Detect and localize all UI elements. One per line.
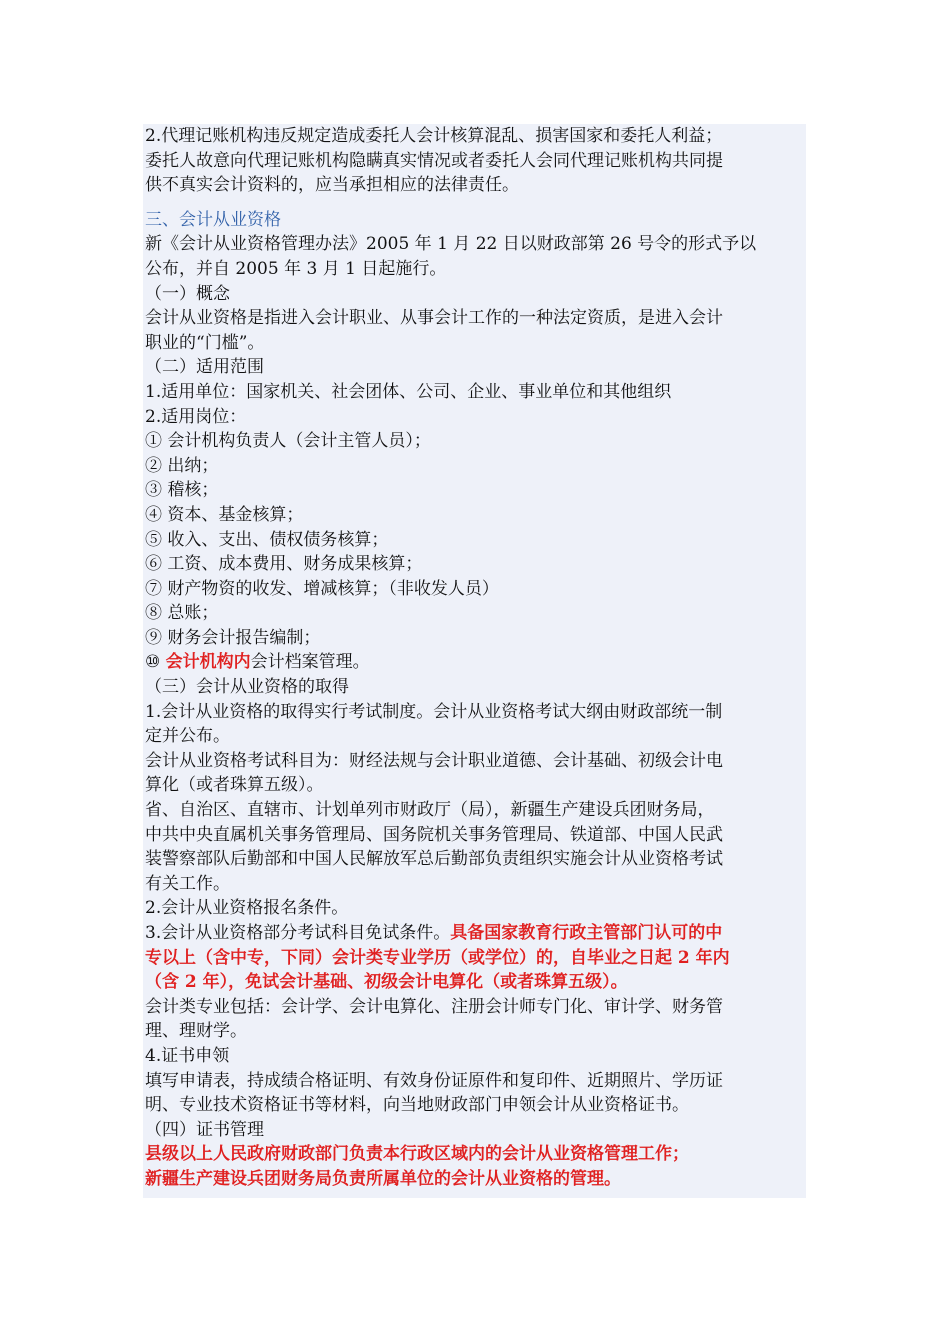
subsection-heading: （二）适用范围 — [145, 357, 264, 378]
paragraph-line: 中共中央直属机关事务管理局、国务院机关事务管理局、铁道部、中国人民武 — [145, 824, 723, 845]
paragraph-line: 明、专业技术资格证书等材料，向当地财政部门申领会计从业资格证书。 — [145, 1095, 689, 1116]
paragraph-line — [143, 921, 806, 946]
paragraph-line: 算化（或者珠算五级）。 — [145, 775, 324, 796]
paragraph-line: 2.会计从业资格报名条件。 — [145, 898, 349, 919]
subsection-heading: （三）会计从业资格的取得 — [145, 677, 349, 698]
paragraph-line: 委托人故意向代理记账机构隐瞒真实情况或者委托人会同代理记账机构共同提 — [145, 150, 723, 171]
highlight-line: 新疆生产建设兵团财务局负责所属单位的会计从业资格的管理。 — [145, 1168, 621, 1189]
paragraph-line: 新《会计从业资格管理办法》2005 年 1 月 22 日以财政部第 26 号令的形式予以 — [145, 234, 757, 255]
paragraph-line: 供不真实会计资料的，应当承担相应的法律责任。 — [145, 175, 519, 196]
paragraph-line: 1.适用单位：国家机关、社会团体、公司、企业、事业单位和其他组织 — [145, 381, 672, 402]
paragraph-text: 3.会计从业资格部分考试科目免试条件。 — [145, 923, 451, 943]
highlight-line: （含 2 年），免试会计基础、初级会计电算化（或者珠算五级）。 — [145, 972, 628, 993]
highlight-line: 县级以上人民政府财政部门负责本行政区域内的会计从业资格管理工作； — [145, 1144, 689, 1165]
document-content — [143, 124, 806, 1198]
paragraph-line: 会计从业资格是指进入会计职业、从事会计工作的一种法定资质，是进入会计 — [145, 308, 723, 329]
paragraph-line: 1.会计从业资格的取得实行考试制度。会计从业资格考试大纲由财政部统一制 — [145, 701, 723, 722]
subsection-heading: （一）概念 — [145, 283, 230, 304]
list-item: ④ 资本、基金核算； — [145, 504, 304, 525]
section-heading: 三、会计从业资格 — [145, 209, 281, 230]
highlight-text: 具备国家教育行政主管部门认可的中 — [450, 923, 723, 943]
list-item — [143, 650, 806, 675]
list-item: ⑦ 财产物资的收发、增减核算；（非收发人员） — [145, 578, 499, 599]
list-item: ⑧ 总账； — [145, 603, 219, 624]
list-item: ② 出纳； — [145, 455, 219, 476]
list-item: ⑤ 收入、支出、债权债务核算； — [145, 529, 389, 550]
list-item-prefix: ⑩ — [145, 652, 166, 673]
paragraph-line: 填写申请表，持成绩合格证明、有效身份证原件和复印件、近期照片、学历证 — [145, 1070, 723, 1091]
paragraph-line: 公布，并自 2005 年 3 月 1 日起施行。 — [145, 258, 447, 279]
paragraph-line: 职业的“门槛”。 — [145, 332, 265, 353]
paragraph-line: 4.证书申领 — [145, 1045, 230, 1066]
list-item: ③ 稽核； — [145, 480, 219, 501]
paragraph-line: 会计类专业包括：会计学、会计电算化、注册会计师专门化、审计学、财务管 — [145, 996, 723, 1017]
subsection-heading: （四）证书管理 — [145, 1119, 264, 1140]
paragraph-line: 省、自治区、直辖市、计划单列市财政厅（局），新疆生产建设兵团财务局， — [145, 800, 715, 821]
paragraph-line: 理、理财学。 — [145, 1021, 247, 1042]
list-item: ⑥ 工资、成本费用、财务成果核算； — [145, 554, 423, 575]
list-item: ⑨ 财务会计报告编制； — [145, 627, 321, 648]
paragraph-line: 2.适用岗位： — [145, 406, 247, 427]
list-item: ① 会计机构负责人（会计主管人员）； — [145, 431, 431, 452]
paragraph-line: 定并公布。 — [145, 726, 230, 747]
list-item-suffix: 会计档案管理。 — [250, 652, 370, 673]
highlight-text: 会计机构内 — [165, 652, 251, 673]
paragraph-line: 2.代理记账机构违反规定造成委托人会计核算混乱、损害国家和委托人利益； — [145, 126, 723, 146]
paragraph-line: 有关工作。 — [145, 873, 230, 894]
paragraph-line: 装警察部队后勤部和中国人民解放军总后勤部负责组织实施会计从业资格考试 — [145, 849, 723, 870]
highlight-line: 专以上（含中专，下同）会计类专业学历（或学位）的，自毕业之日起 2 年内 — [145, 947, 730, 968]
paragraph-line: 会计从业资格考试科目为：财经法规与会计职业道德、会计基础、初级会计电 — [145, 750, 723, 771]
